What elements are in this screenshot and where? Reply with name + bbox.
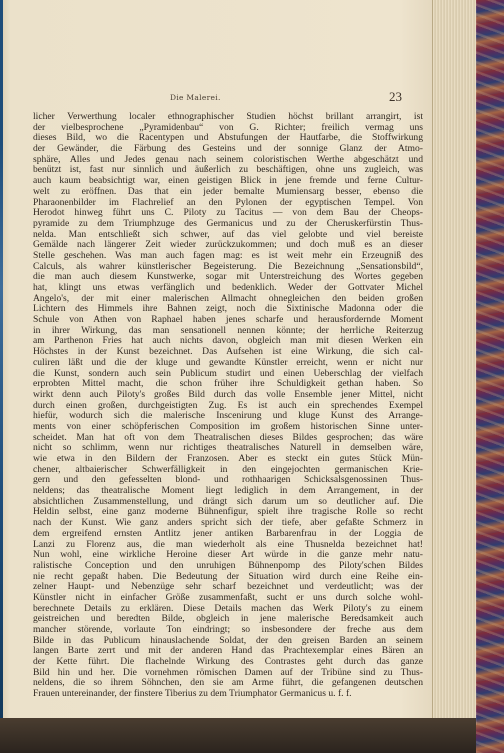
text-line: Lichtern des Himmels ihre Bahnen zeigt, noch die Sixtinische Madonna oder die (33, 304, 423, 315)
text-line: licher Verwerthung localer ethnographischer Studien höchst brillant arrangirt, ist (33, 112, 423, 122)
page-number: 23 (389, 89, 402, 104)
text-line: die Kunst, sondern auch sein Publicum studirt und einen Ueberschlag der vielfach (33, 368, 423, 379)
marbled-cover-edge (476, 0, 504, 753)
text-line: am Parthenon Fries hat auch nichts davon, obgleich man mit diesen Werken ein (33, 336, 423, 347)
text-line: Höchstes in der Kunst bezeichnet. Das Aufsehen ist eine Wirkung, die sich cal- (33, 347, 423, 358)
text-line: ments von einer schöpferischen Composition im großem historischen Sinne unter- (33, 421, 423, 432)
scan-edge-bar (0, 0, 3, 718)
running-head: Die Malerei. (170, 93, 221, 102)
text-line: Frauen untereinander, der finstere Tiberius zu dem Triumphator Germanicus u. f. f. (33, 689, 352, 700)
text-line: Pharaonenbilder im Flachrelief an den Pylonen der egyptischen Tempel. Von (33, 197, 423, 208)
text-line: die man auch diesem Kunstwerke, sogar mit Unterstreichung des Wortes gegeben (33, 272, 423, 283)
text-line: Heldin selbst, eine ganz moderne Bühnenfigur, spielt ihre tragische Rolle so recht (33, 507, 423, 518)
text-line: wirkt denn auch Piloty's großes Bild durch das volle Ensemble jener Mittel, nicht (33, 389, 423, 400)
text-line: neldens, die so ihrem Söhnchen, den sie am Arme führt, die gefangenen deutschen (33, 678, 423, 689)
text-line: berechnete Details zu erklären. Diese Details machen das Werk Piloty's zu einem (33, 603, 423, 614)
text-line: ralistische Conception und den unruhigen Bühnenpomp des Piloty'schen Bildes (33, 560, 423, 571)
text-line: wie etwa in den Bildern der Franzosen. Aber es steckt ein gutes Stück Mün- (33, 454, 423, 464)
text-line: Lanzi zu Florenz aus, die man wiederholt als eine Thusnelda bezeichnet hat! (33, 539, 423, 550)
text-line: pyramide zu dem Triumphzuge des Germanicus und zu der Cheruskerfürstin Thus- (33, 218, 423, 229)
text-line: nie recht gepaßt haben. Die Bedeutung der Situation wird durch eine Reihe ein- (33, 571, 423, 582)
text-line: Künstler nicht in einfacher Größe zusammenfaßt, sucht er uns durch solche wohl- (33, 592, 423, 603)
text-line: erprobten Mittel macht, die schon früher ihre Schuldigkeit gethan haben. So (33, 379, 423, 390)
text-line: Calculs, als wahrer künstlerischer Begeisterung. Die Bezeichnung „Sensationsbild“, (33, 261, 423, 272)
text-line: culiren läßt und die der kluge und gewandte Künstler erreicht, wenn er nicht nur (33, 357, 423, 368)
text-line: Angelo's, der mit einer malerischen Allmacht ohnegleichen den beiden großen (33, 293, 423, 304)
text-line: Nun wohl, eine wirkliche Heroine dieser Art würde in die ganze mehr natu- (33, 550, 423, 561)
text-line: zelner Haupt- und Nebenzüge sehr scharf bezeichnet und verdeutlicht; was der (33, 582, 423, 593)
text-line: Bild hin und her. Die vornehmen römischen Damen auf der Tribüne sind zu Thus- (33, 667, 423, 678)
text-line: welt zu eröffnen. Das that ein jeder bemalte Mumiensarg besser, ebenso die (33, 186, 423, 197)
text-line: langen Barte zerrt und mit der anderen Hand das Prachtexemplar eines Bären an (33, 646, 423, 657)
text-line: gern und den gefesselten blond- und rothhaarigen Schicksalsgenossinen Thus- (33, 475, 423, 486)
scan-background (0, 718, 476, 753)
text-line: hiefür, wodurch sich die malerische Inscenirung und kluge Kunst des Arrange- (33, 411, 423, 422)
text-line: benützt ist, fast nur sinnlich und äußerlich zu beschäftigen, ohne uns zugleich, was (33, 165, 423, 176)
text-line: scheidet. Man hat oft von dem Theatralischen dieses Bildes gesprochen; das wäre (33, 432, 423, 443)
text-line: in ihrer Wirkung, das man sensationell nennen könnte; der herrliche Reiterzug (33, 325, 423, 336)
text-line: auch kaum beabsichtigt war, einen geistigen Blick in jene fremde und ferne Cultur- (33, 176, 423, 187)
text-line: Bilde in das Publicum hinauslachende Soldat, der den greisen Barden an seinem (33, 635, 423, 646)
text-line: Herodot hinweg führt uns C. Piloty zu Tacitus — von dem Bau der Cheops- (33, 208, 423, 219)
text-line: nicht so schlimm, wenn nur richtiges theatralisches Naturell in demselben wäre, (33, 443, 423, 454)
text-line: nelda. Man entschließt sich schwer, auf das viel gelobte und viel bereiste (33, 229, 423, 240)
text-line: dieses Bild, wo die Racentypen und Abstufungen der Hautfarbe, die Stoffwirkung (33, 133, 423, 144)
text-line: absichtlichen Zusammenstellung, und drängt sich darum um so deutlicher auf. Die (33, 496, 423, 507)
text-line: der Kette führt. Die flachelnde Wirkung des Contrastes geht durch das ganze (33, 657, 423, 668)
text-line: Stelle geschehen. Was man auch fagen mag: es ist weit mehr ein Erzeugniß des (33, 250, 423, 261)
text-line: nach der Kunst. Wie ganz anders spricht sich der tiefe, aber gefaßte Schmerz in (33, 518, 423, 529)
text-line: dem ergreifend ernsten Antlitz jener antiken Barbarenfrau in der Loggia de (33, 528, 423, 539)
text-line: Gemälde nach längerer Zeit wieder zurückzukommen; und doch muß es an dieser (33, 240, 423, 251)
text-line: hat, klingt uns etwas verfänglich und bedenklich. Weder der Gottvater Michel (33, 283, 423, 293)
page-edges (432, 0, 477, 725)
text-line: sphäre, Alles und Jedes genau nach seinem coloristischen Werthe abgeschätzt und (33, 154, 423, 165)
text-line: der Gewänder, die Färbung des Gesteins und der sonnige Glanz der Atmo- (33, 144, 423, 155)
text-line: durch einen großen, durchgeistigten Zug. Es ist auch ein sprechendes Exempel (33, 400, 423, 411)
text-line: neldens; das theatralische Moment liegt lediglich in dem Arrangement, in der (33, 486, 423, 497)
text-line: Schule von Athen von Raphael haben jenes scharfe und herausfordernde Moment (33, 315, 423, 326)
text-line: geistreichen und beredten Bilde, obgleich in jene malerische Beredsamkeit auch (33, 614, 423, 625)
text-line: mancher störende, vorlaute Ton eindringt; so insbesondere der freche aus dem (33, 625, 423, 635)
text-line: chener, altbaierischer Schwerfälligkeit in den eingejochten germanischen Krie- (33, 464, 423, 475)
body-text (33, 112, 423, 700)
text-line: der vielbesprochene „Pyramidenbau“ von G. Richter; freilich vermag uns (33, 122, 423, 133)
